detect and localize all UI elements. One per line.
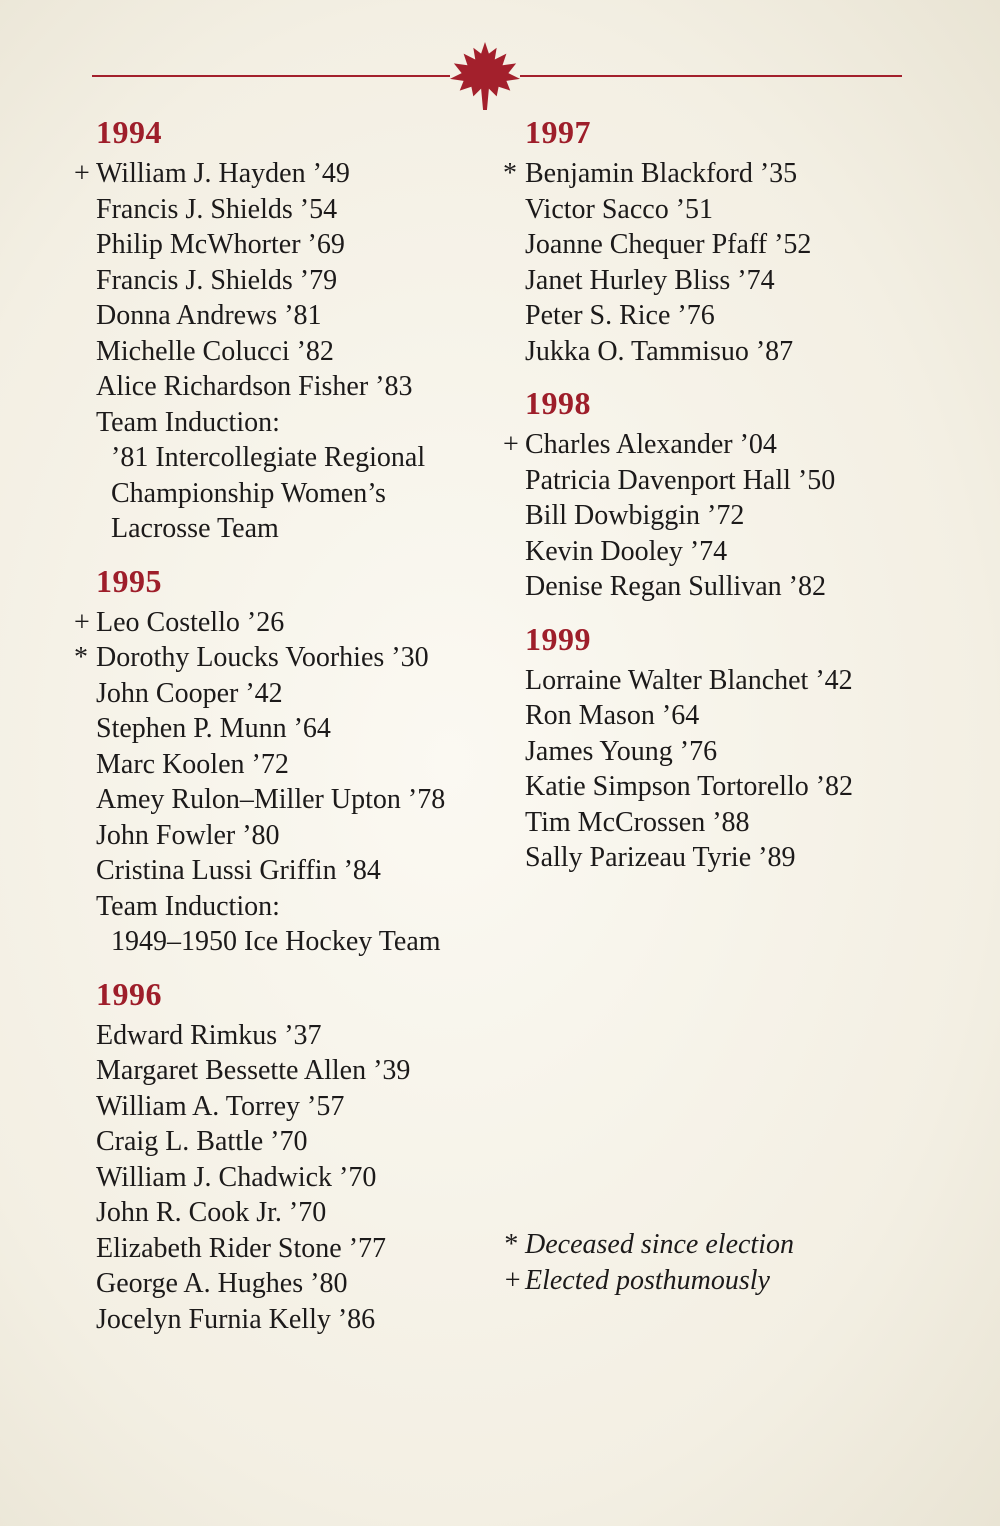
inductee-name: Kevin Dooley ’74 (525, 535, 728, 567)
legend-text: Deceased since election (525, 1229, 794, 1260)
inductee-name: Janet Hurley Bliss ’74 (525, 264, 775, 296)
legend-mark: * (503, 1229, 517, 1260)
inductee-entry (74, 782, 494, 818)
inductee-name: Peter S. Rice ’76 (525, 300, 715, 331)
year-section-1995 (74, 561, 494, 960)
inductee-entry (503, 192, 923, 228)
left-column (74, 112, 494, 1351)
inductee-name: Katie Simpson Tortorello ’82 (525, 771, 854, 802)
inductee-name: Francis J. Shields ’54 (96, 193, 338, 225)
inductee-name: William J. Hayden ’49 (96, 158, 350, 189)
inductee-entry (503, 334, 923, 370)
inductee-name: Victor Sacco ’51 (525, 193, 714, 225)
inductee-name: Championship Women’s (111, 477, 386, 509)
year-section-1996 (74, 974, 494, 1338)
header-rule-right (520, 75, 902, 77)
inductee-entry (74, 476, 494, 512)
inductee-name: William A. Torrey ’57 (96, 1090, 345, 1122)
year-heading: 1997 (525, 114, 591, 150)
inductee-entry (74, 676, 494, 712)
inductee-name: 1949–1950 Ice Hockey Team (111, 926, 441, 957)
inductee-name: Benjamin Blackford ’35 (525, 158, 798, 189)
legend-item (503, 1227, 794, 1263)
inductee-entry (74, 156, 494, 192)
inductee-entry (74, 818, 494, 854)
inductee-name: James Young ’76 (525, 735, 718, 767)
inductee-name: Charles Alexander ’04 (525, 429, 777, 460)
inductee-entry (74, 1160, 494, 1196)
inductee-name: John Fowler ’80 (96, 819, 280, 851)
entry-mark: * (503, 158, 517, 189)
year-section-1997 (503, 112, 923, 369)
inductee-entry (74, 263, 494, 299)
year-section-1998 (503, 383, 923, 605)
inductee-name: Michelle Colucci ’82 (96, 335, 334, 367)
inductee-entry (74, 1266, 494, 1302)
legend-mark: + (503, 1264, 522, 1296)
inductee-entry (503, 427, 923, 463)
entry-mark: + (74, 606, 90, 638)
inductee-name: Leo Costello ’26 (96, 606, 285, 638)
year-heading: 1999 (525, 620, 591, 657)
inductee-name: Donna Andrews ’81 (96, 300, 322, 331)
inductee-name: Francis J. Shields ’79 (96, 264, 338, 296)
inductee-name: Marc Koolen ’72 (96, 748, 289, 780)
inductee-entry (74, 369, 494, 405)
year-section-1994 (74, 112, 494, 547)
inductee-name: Craig L. Battle ’70 (96, 1126, 308, 1157)
inductee-name: Dorothy Loucks Voorhies ’30 (96, 642, 429, 673)
year-heading: 1995 (96, 562, 162, 599)
inductee-entry (74, 1231, 494, 1267)
inductee-name: Amey Rulon–Miller Upton ’78 (96, 784, 446, 815)
inductee-entry (74, 853, 494, 889)
inductee-name: Lacrosse Team (111, 513, 279, 544)
inductee-name: Bill Dowbiggin ’72 (525, 500, 745, 531)
inductee-name: Lorraine Walter Blanchet ’42 (525, 664, 853, 696)
inductee-name: Philip McWhorter ’69 (96, 229, 345, 260)
inductee-name: Edward Rimkus ’37 (96, 1019, 322, 1051)
inductee-entry (74, 889, 494, 925)
inductee-name: Stephen P. Munn ’64 (96, 713, 331, 744)
inductee-name: Sally Parizeau Tyrie ’89 (525, 842, 796, 873)
inductee-name: Tim McCrossen ’88 (525, 806, 750, 838)
inductee-entry (503, 840, 923, 876)
inductee-entry (503, 769, 923, 805)
inductee-name: George A. Hughes ’80 (96, 1268, 348, 1299)
inductee-entry (74, 227, 494, 263)
year-section-1999 (503, 619, 923, 876)
inductee-name: ’81 Intercollegiate Regional (111, 442, 426, 473)
inductee-entry (74, 1195, 494, 1231)
inductee-entry (503, 534, 923, 570)
inductee-entry (74, 1302, 494, 1338)
inductee-name: William J. Chadwick ’70 (96, 1161, 377, 1193)
inductee-name: John R. Cook Jr. ’70 (96, 1197, 327, 1228)
inductee-entry (503, 227, 923, 263)
inductee-entry (74, 1053, 494, 1089)
right-column (503, 112, 923, 890)
inductee-entry (503, 263, 923, 299)
inductee-entry (74, 747, 494, 783)
legend-item (503, 1263, 794, 1299)
inductee-entry (74, 298, 494, 334)
inductee-name: Elizabeth Rider Stone ’77 (96, 1232, 387, 1264)
inductee-entry (74, 1089, 494, 1125)
inductee-entry (74, 640, 494, 676)
inductee-entry (74, 192, 494, 228)
entry-mark: + (503, 429, 519, 460)
inductee-entry (74, 1124, 494, 1160)
inductee-name: Jocelyn Furnia Kelly ’86 (96, 1303, 376, 1335)
inductee-entry (503, 498, 923, 534)
inductee-name: Team Induction: (96, 406, 280, 438)
inductee-entry (74, 605, 494, 641)
inductee-name: John Cooper ’42 (96, 677, 283, 709)
year-heading: 1994 (96, 114, 162, 150)
entry-mark: * (74, 642, 88, 673)
inductee-entry (503, 698, 923, 734)
inductee-entry (74, 924, 494, 960)
inductee-entry (74, 711, 494, 747)
inductee-name: Alice Richardson Fisher ’83 (96, 371, 413, 402)
inductee-entry (503, 569, 923, 605)
inductee-entry (74, 511, 494, 547)
inductee-entry (503, 463, 923, 499)
year-heading: 1996 (96, 975, 162, 1012)
year-heading: 1998 (525, 385, 591, 421)
header-rule-left (92, 75, 450, 77)
inductee-name: Joanne Chequer Pfaff ’52 (525, 229, 812, 260)
inductee-entry (503, 734, 923, 770)
maple-leaf-icon (446, 40, 524, 112)
legend (503, 1227, 794, 1298)
inductee-name: Jukka O. Tammisuo ’87 (525, 335, 794, 367)
entry-mark: + (74, 158, 90, 189)
inductee-entry (503, 663, 923, 699)
legend-text: Elected posthumously (525, 1264, 770, 1296)
inductee-entry (74, 334, 494, 370)
inductee-name: Margaret Bessette Allen ’39 (96, 1055, 411, 1086)
inductee-entry (74, 405, 494, 441)
inductee-name: Denise Regan Sullivan ’82 (525, 571, 826, 602)
inductee-name: Patricia Davenport Hall ’50 (525, 464, 836, 496)
inductee-name: Cristina Lussi Griffin ’84 (96, 855, 381, 886)
inductee-name: Ron Mason ’64 (525, 700, 700, 731)
inductee-entry (503, 156, 923, 192)
inductee-entry (74, 440, 494, 476)
inductee-entry (503, 298, 923, 334)
inductee-entry (503, 805, 923, 841)
inductee-name: Team Induction: (96, 890, 280, 922)
inductee-entry (74, 1018, 494, 1054)
